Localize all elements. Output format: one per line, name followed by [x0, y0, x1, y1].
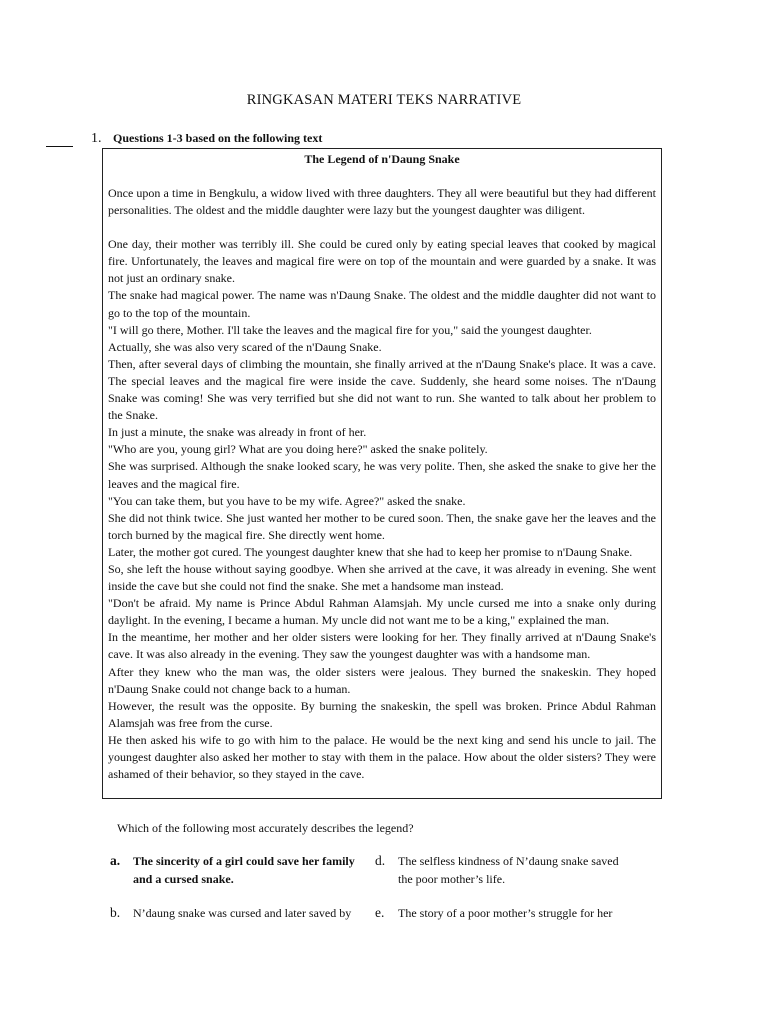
story-paragraph: Actually, she was also very scared of the n'Daung Snake. — [108, 339, 382, 354]
option-d-letter: d. — [375, 853, 386, 868]
story-paragraph: He then asked his wife to go with him to the palace. He would be the next king and send his uncle to jail. The youngest daughter also asked her mother to stay with them in the palace. How about the older sisters? They were ashamed of their behavior, so they stayed in the cave. — [108, 732, 656, 782]
question-intro: Questions 1-3 based on the following text — [113, 131, 323, 145]
story-paragraph: She was surprised. Although the snake looked scary, he was very polite. Then, she asked the snake to give her the leaves and the magical fire. — [108, 459, 656, 491]
option-e-letter: e. — [375, 905, 385, 920]
answer-blank — [46, 146, 73, 147]
story-paragraph: "I will go there, Mother. I'll take the leaves and the magical fire for you," said the youngest daughter. — [108, 322, 592, 337]
story-paragraph: Then, after several days of climbing the mountain, she finally arrived at the n'Daung Snake's place. It was a cave. The special leaves and the magical fire were inside the cave. Suddenly, she heard some noises. The n'Daung Snake was coming! She was very terrified but she did not want to run. She wanted to talk about her problem to the Snake. — [108, 356, 656, 423]
story-paragraph: In just a minute, the snake was already in front of her. — [108, 425, 367, 440]
story-paragraph: "You can take them, but you have to be my wife. Agree?" asked the snake. — [108, 493, 466, 508]
option-b-text[interactable]: N’daung snake was cursed and later saved by — [133, 906, 352, 920]
story-paragraph: One day, their mother was terribly ill. She could be cured only by eating special leaves that cooked by magical fire. Unfortunately, the leaves and magical fire were on top of the mountain and were guarded by a snake. It was not just an ordinary snake. — [108, 237, 656, 286]
story-paragraph: "Who are you, young girl? What are you doing here?" asked the snake politely. — [108, 442, 488, 457]
story-paragraph: "Don't be afraid. My name is Prince Abdul Rahman Alamsjah. My uncle cursed me into a snake only during daylight. In the evening, I became a human. My uncle did not want me to be a king," explained the man. — [108, 596, 656, 628]
story-title: The Legend of n'Daung Snake — [304, 152, 460, 166]
option-d-text[interactable]: The selfless kindness of N’daung snake saved the poor mother’s life. — [398, 854, 619, 886]
story-paragraph: The snake had magical power. The name was n'Daung Snake. The oldest and the middle daughter did not want to go to the top of the mountain. — [108, 288, 656, 320]
story-paragraph: So, she left the house without saying goodbye. When she arrived at the cave, it was already in evening. She went inside the cave but she could not find the snake. She met a handsome man instead. — [108, 561, 656, 594]
option-b-letter: b. — [110, 905, 121, 920]
story-paragraph: However, the result was the opposite. By burning the snakeskin, the spell was broken. Prince Abdul Rahman Alamsjah was free from the curse. — [108, 698, 656, 730]
story-box — [102, 148, 662, 799]
story-paragraph: After they knew who the man was, the older sisters were jealous. They burned the snakeskin. They hoped n'Daung Snake could not change back to a human. — [108, 664, 656, 696]
question-prompt: Which of the following most accurately describes the legend? — [117, 821, 414, 835]
option-a-letter: a. — [110, 853, 121, 868]
option-a-text[interactable]: The sincerity of a girl could save her family and a cursed snake. — [133, 854, 355, 886]
story-paragraph: She did not think twice. She just wanted her mother to be cured soon. Then, the snake gave her the leaves and the torch burned by the magical fire. She directly went home. — [108, 510, 656, 542]
option-e-text[interactable]: The story of a poor mother’s struggle for her — [398, 906, 613, 920]
story-paragraph: Once upon a time in Bengkulu, a widow lived with three daughters. They all were beautiful but they had different personalities. The oldest and the middle daughter were lazy but the youngest daughter was diligent. — [108, 186, 656, 218]
question-number: 1. — [91, 131, 102, 146]
page-title: RINGKASAN MATERI TEKS NARRATIVE — [246, 92, 522, 108]
story-paragraph: In the meantime, her mother and her older sisters were looking for her. They finally arrived at n'Daung Snake's cave. It was also already in the evening. They saw the youngest daughter was with a handsome man. — [108, 630, 656, 662]
story-paragraph: Later, the mother got cured. The youngest daughter knew that she had to keep her promise to n'Daung Snake. — [108, 544, 633, 559]
